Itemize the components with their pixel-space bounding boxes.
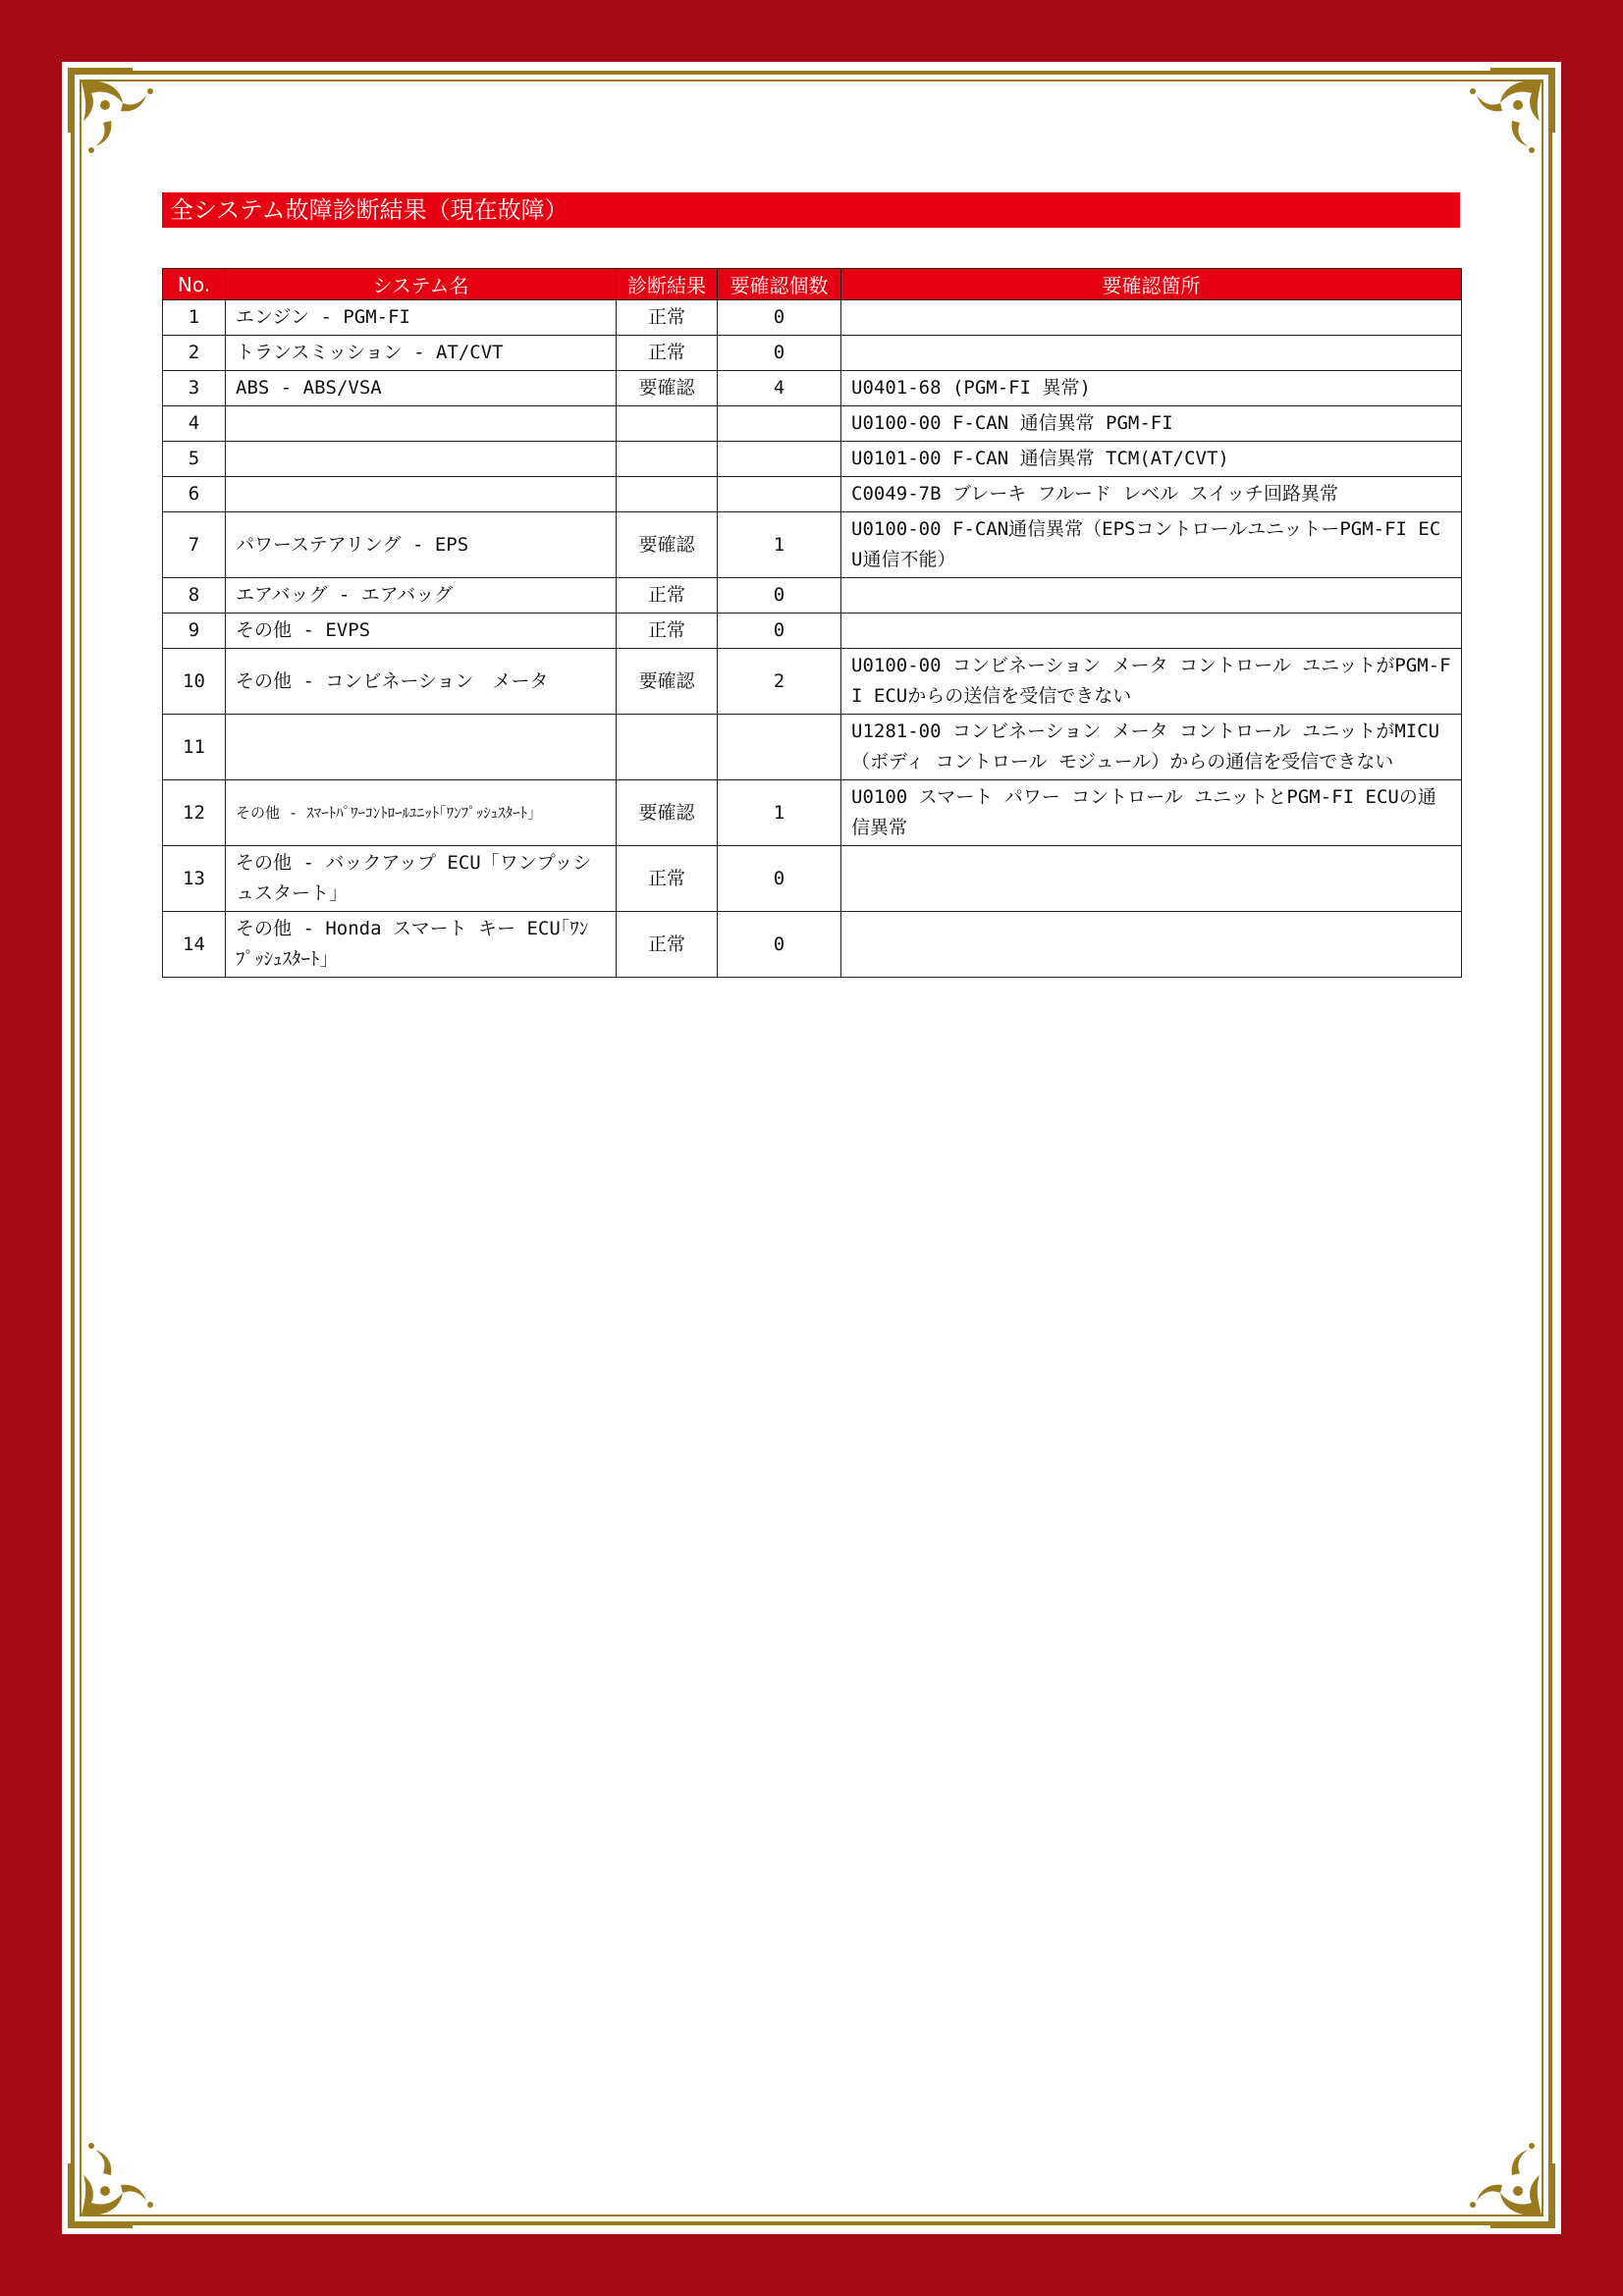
row-no: 4 [163,406,226,442]
row-count: 4 [718,371,841,406]
table-row [163,715,1462,780]
row-location [841,578,1462,614]
ornament-corner-icon [1451,2124,1559,2232]
row-system: その他 - ｽﾏｰﾄﾊﾟﾜｰｺﾝﾄﾛｰﾙﾕﾆｯﾄ｢ﾜﾝﾌﾟｯｼｭｽﾀｰﾄ｣ [226,780,617,846]
row-no: 3 [163,371,226,406]
row-result [617,406,718,442]
row-system: トランスミッション - AT/CVT [226,336,617,371]
row-system: その他 - コンビネーション メータ [226,649,617,715]
row-location [841,912,1462,978]
row-no: 10 [163,649,226,715]
row-location: C0049-7B ブレーキ フルード レベル スイッチ回路異常 [841,477,1462,512]
row-location: U0100-00 コンビネーション メータ コントロール ユニットがPGM-FI ECUからの送信を受信できない [841,649,1462,715]
report-page [62,62,1561,2234]
row-count: 1 [718,512,841,578]
row-system [226,442,617,477]
row-system: ABS - ABS/VSA [226,371,617,406]
table-row [163,912,1462,978]
row-count: 0 [718,912,841,978]
table-row [163,614,1462,649]
row-location: U0401-68 (PGM-FI 異常) [841,371,1462,406]
ornament-corner-icon [64,64,172,172]
row-no: 12 [163,780,226,846]
table-row [163,578,1462,614]
table-row [163,780,1462,846]
row-no: 8 [163,578,226,614]
row-result [617,442,718,477]
row-no: 6 [163,477,226,512]
row-location: U0100-00 F-CAN 通信異常 PGM-FI [841,406,1462,442]
header-result: 診断結果 [617,269,718,300]
row-system: その他 - Honda スマート キー ECU｢ﾜﾝﾌﾟｯｼｭｽﾀｰﾄ｣ [226,912,617,978]
row-no: 11 [163,715,226,780]
row-result: 正常 [617,578,718,614]
ornament-corner-icon [1451,64,1559,172]
row-count: 1 [718,780,841,846]
row-result: 正常 [617,614,718,649]
row-location [841,336,1462,371]
row-no: 14 [163,912,226,978]
diagnosis-table [162,268,1462,978]
header-no: No. [163,269,226,300]
table-row [163,477,1462,512]
row-result: 要確認 [617,371,718,406]
row-count: 2 [718,649,841,715]
row-location: U0101-00 F-CAN 通信異常 TCM(AT/CVT) [841,442,1462,477]
table-row [163,371,1462,406]
row-result [617,715,718,780]
row-result: 要確認 [617,512,718,578]
row-location: U1281-00 コンビネーション メータ コントロール ユニットがMICU（ボディ コントロール モジュール）からの通信を受信できない [841,715,1462,780]
row-location [841,614,1462,649]
row-no: 7 [163,512,226,578]
table-row [163,512,1462,578]
row-result: 要確認 [617,780,718,846]
table-row [163,300,1462,336]
row-count [718,406,841,442]
header-count: 要確認個数 [718,269,841,300]
header-locations: 要確認箇所 [841,269,1462,300]
row-system [226,715,617,780]
row-system [226,406,617,442]
row-location [841,300,1462,336]
row-count: 0 [718,336,841,371]
row-system: その他 - EVPS [226,614,617,649]
row-result: 正常 [617,336,718,371]
row-result: 正常 [617,912,718,978]
row-count [718,715,841,780]
row-system [226,477,617,512]
row-result: 正常 [617,300,718,336]
row-count [718,477,841,512]
table-row [163,649,1462,715]
row-result: 要確認 [617,649,718,715]
row-system: その他 - バックアップ ECU「ワンプッシュスタート」 [226,846,617,912]
table-row [163,336,1462,371]
row-count: 0 [718,578,841,614]
row-count: 0 [718,300,841,336]
row-no: 5 [163,442,226,477]
row-no: 1 [163,300,226,336]
row-no: 2 [163,336,226,371]
table-row [163,442,1462,477]
row-result: 正常 [617,846,718,912]
row-count: 0 [718,614,841,649]
row-location [841,846,1462,912]
row-location: U0100 スマート パワー コントロール ユニットとPGM-FI ECUの通信異常 [841,780,1462,846]
header-system: システム名 [226,269,617,300]
row-system: エンジン - PGM-FI [226,300,617,336]
row-count: 0 [718,846,841,912]
table-header-row [163,269,1462,300]
ornament-corner-icon [64,2124,172,2232]
row-no: 9 [163,614,226,649]
row-system: パワーステアリング - EPS [226,512,617,578]
row-system: エアバッグ - エアバッグ [226,578,617,614]
table-row [163,846,1462,912]
section-title: 全システム故障診断結果（現在故障） [162,192,1460,228]
row-no: 13 [163,846,226,912]
row-count [718,442,841,477]
table-row [163,406,1462,442]
row-result [617,477,718,512]
row-location: U0100-00 F-CAN通信異常（EPSコントロールユニットーPGM-FI ECU通信不能） [841,512,1462,578]
